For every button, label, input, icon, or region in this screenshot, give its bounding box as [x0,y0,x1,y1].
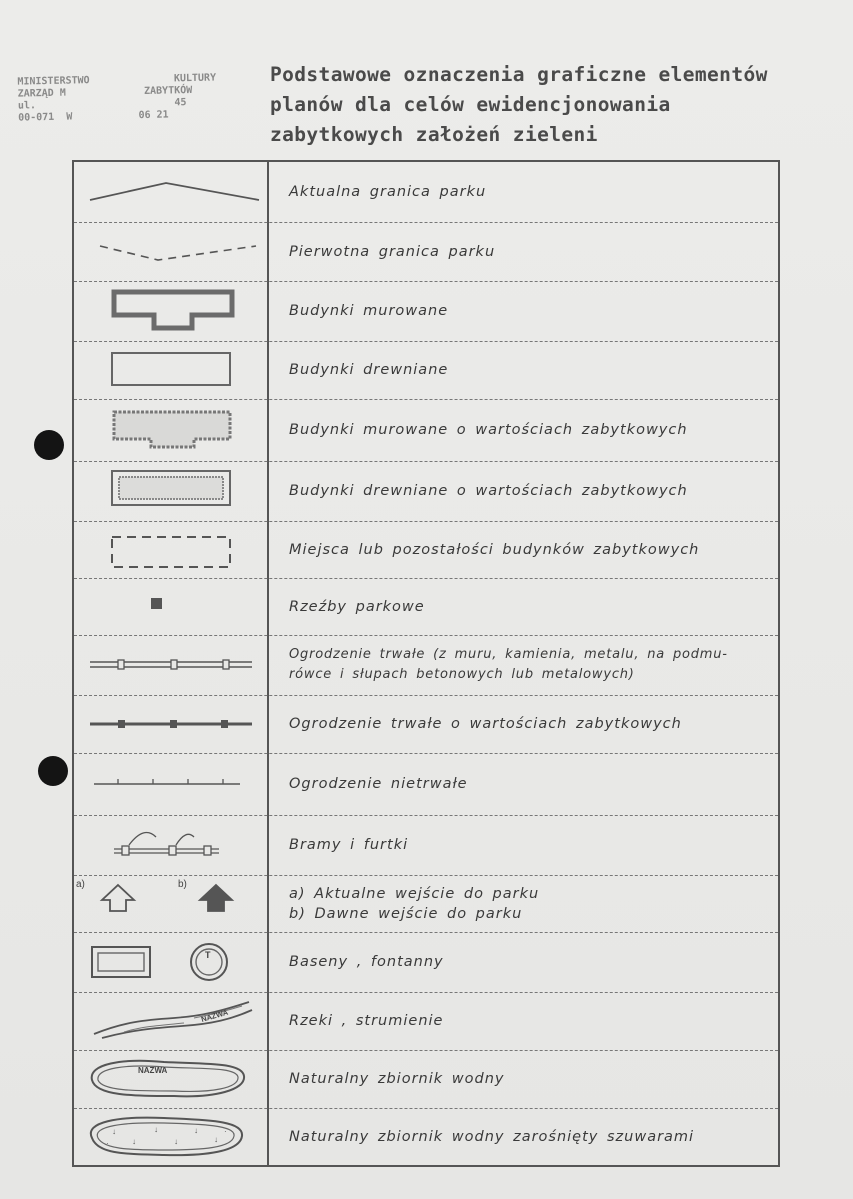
legend-label: Rzeźby parkowe [289,598,425,615]
masonry-building-symbol [74,281,267,341]
stamp-line: ul. 45 [17,97,187,112]
legend-row-historic-masonry-buildings [74,399,778,462]
legend-row-historic-wooden-buildings [74,461,778,522]
legend-row-rivers-streams [74,992,778,1051]
solid-boundary-line-symbol [74,162,267,222]
svg-text:↓: ↓ [154,1125,158,1134]
park-sculpture-symbol [74,578,267,635]
legend-row-overgrown-water-body [74,1108,778,1165]
legend-row-temporary-fence [74,753,778,816]
svg-text:↓: ↓ [112,1127,116,1136]
title-line: Podstawowe oznaczenia graficzne elementów [270,63,768,86]
legend-label: b) Dawne wejście do parku [289,905,523,922]
legend-label: Bramy i furtki [289,837,409,853]
punch-hole-upper [34,430,64,460]
stamp-line: ZARZĄD M ZABYTKÓW [17,84,193,100]
fountain-mark: T [205,950,211,960]
legend-row-permanent-fence [74,635,778,696]
historic-permanent-fence-symbol [74,695,267,753]
stamp-line: 00-071 W 06 21 [18,109,169,124]
historic-wooden-building-symbol [74,461,267,521]
legend-label: Ogrodzenie trwałe o wartościach zabytkowych [289,716,682,732]
legend-label: Ogrodzenie trwałe (z muru, kamienia, metalu, na podmu- [289,647,728,662]
title-line: zabytkowych założeń zieleni [270,123,598,146]
lake-name-label: NAZWA [138,1066,168,1075]
marker-a: a) [76,879,85,890]
park-entrances-symbol [74,875,267,932]
former-entrance-arrow-icon [200,885,232,911]
gates-symbol [74,815,267,875]
pools-fountains-symbol [74,932,267,992]
legend-label: Naturalny zbiornik wodny [289,1071,505,1087]
legend-label: Budynki murowane [289,303,449,319]
legend-row-original-boundary [74,222,778,282]
svg-text:·: · [224,1127,227,1136]
svg-text:·: · [106,1139,109,1148]
overgrown-water-body-symbol [74,1108,267,1165]
legend-row-gates [74,815,778,876]
legend-row-natural-water-body [74,1050,778,1109]
legend-label: Baseny , fontanny [289,954,444,970]
dashed-boundary-line-symbol [74,222,267,281]
natural-water-body-symbol [74,1050,267,1108]
legend-label: Budynki drewniane [289,362,449,378]
legend-label: Naturalny zbiornik wodny zarośnięty szuwarami [289,1128,695,1145]
permanent-fence-symbol [74,635,267,695]
legend-table [72,160,780,1167]
current-entrance-arrow-icon [102,885,134,911]
punch-hole-lower [38,756,68,786]
marker-b: b) [178,879,187,890]
legend-label: Pierwotna granica parku [289,243,496,260]
wooden-building-symbol [74,341,267,399]
reed-marks [106,1125,227,1148]
temporary-fence-symbol [74,753,267,815]
legend-label: Budynki murowane o wartościach zabytkowych [289,422,688,438]
legend-row-wooden-buildings [74,341,778,400]
svg-text:↓: ↓ [132,1137,136,1146]
legend-label: Rzeki , strumienie [289,1013,444,1029]
legend-row-building-remains [74,521,778,579]
legend-label: a) Aktualne wejście do parku [289,885,540,902]
title-line: planów dla celów ewidencjonowania [270,93,671,116]
historic-masonry-building-symbol [74,399,267,461]
legend-row-current-boundary [74,162,778,223]
svg-text:↓: ↓ [214,1135,218,1144]
legend-row-pools-fountains [74,932,778,993]
svg-text:↓: ↓ [194,1126,198,1135]
legend-row-historic-permanent-fence [74,695,778,754]
stamp-line: MINISTERSTWO KULTURY [17,72,217,88]
document-title [270,60,790,150]
legend-label: Aktualna granica parku [289,184,487,200]
building-remains-symbol [74,521,267,578]
legend-row-park-entrances [74,875,778,933]
legend-label: Ogrodzenie nietrwałe [289,776,468,792]
legend-label: Miejsca lub pozostałości budynków zabytkowych [289,541,700,558]
river-name-label: NAZWA [200,1007,229,1024]
svg-text:↓: ↓ [174,1137,178,1146]
legend-row-masonry-buildings [74,281,778,342]
office-stamp [17,71,268,146]
rivers-streams-symbol [74,992,267,1050]
legend-row-park-sculptures [74,578,778,636]
legend-label: Budynki drewniane o wartościach zabytkowych [289,483,688,499]
legend-label: rówce i słupach betonowych lub metalowych) [289,667,635,682]
